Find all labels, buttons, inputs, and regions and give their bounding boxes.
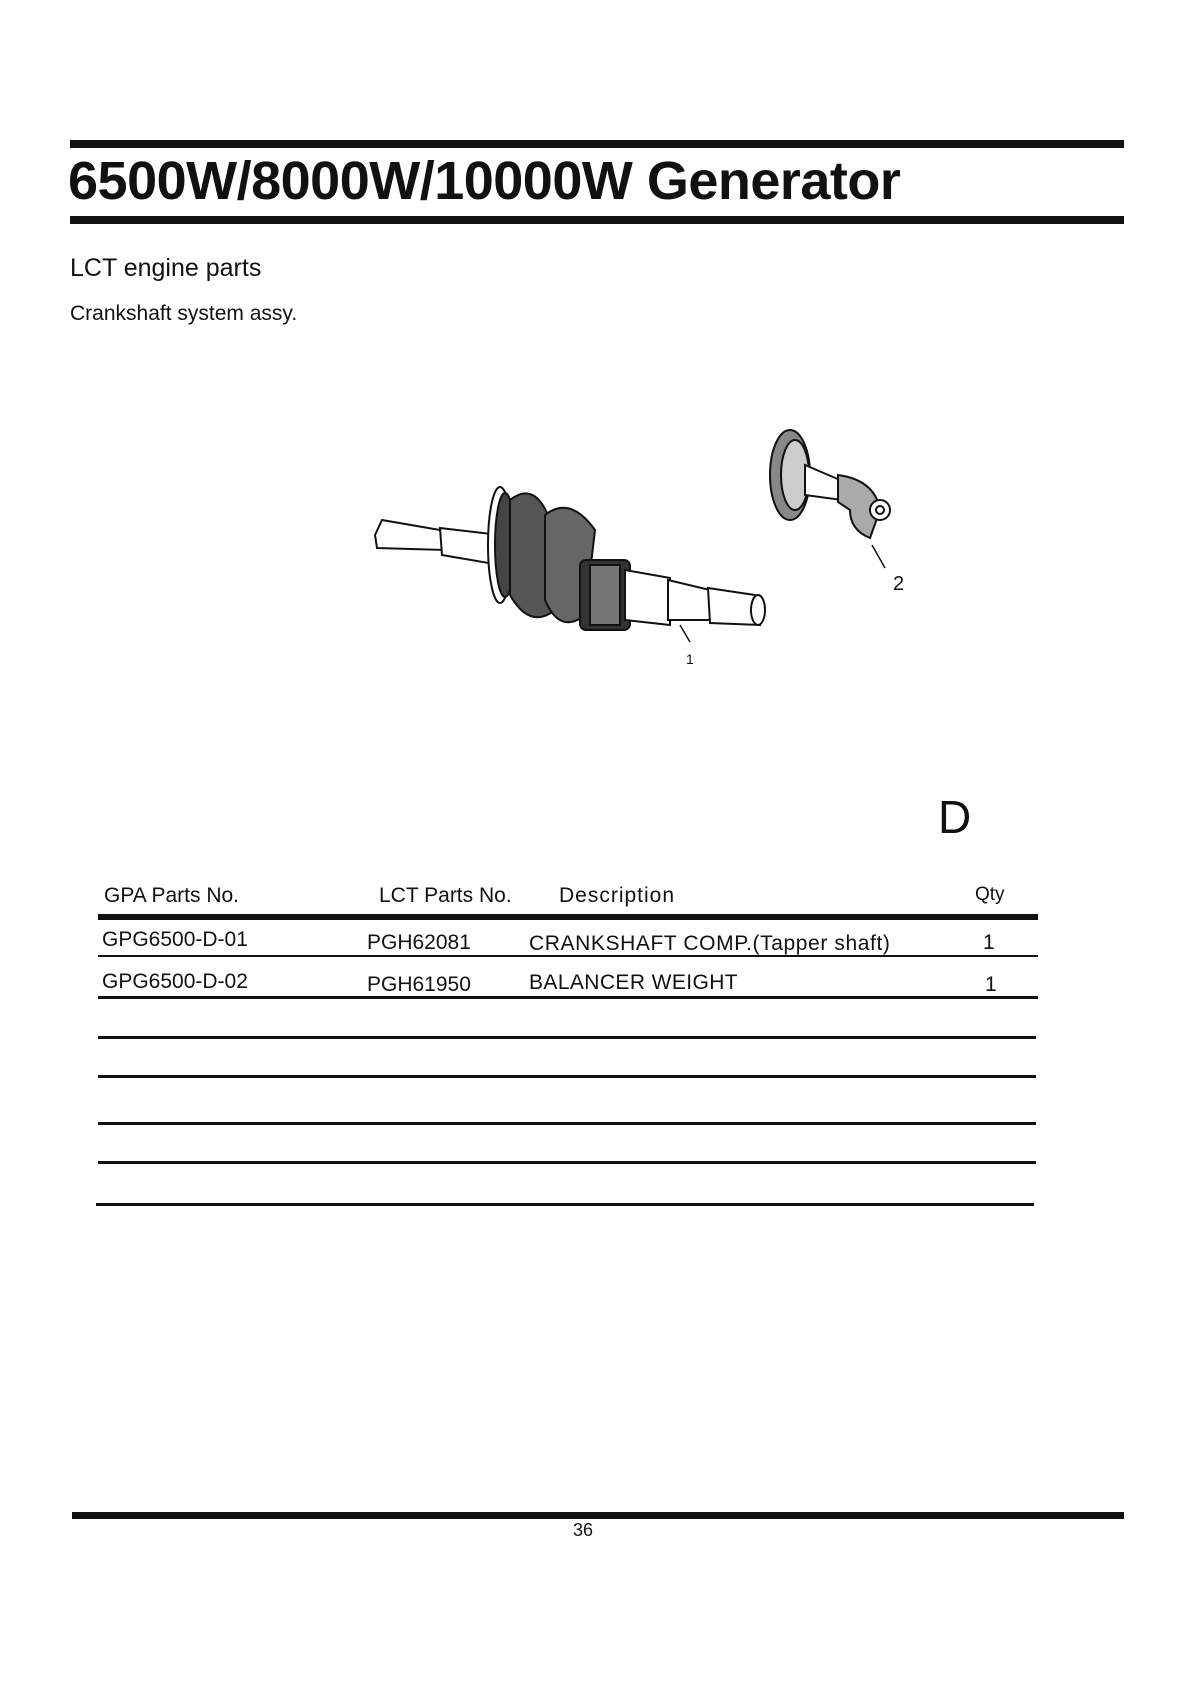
column-header-description: Description <box>559 884 676 907</box>
page-title: 6500W/8000W/10000W Generator <box>68 151 901 211</box>
table-row-rule <box>98 1122 1036 1125</box>
table-row-rule <box>98 1075 1036 1078</box>
page-number: 36 <box>573 1520 594 1540</box>
row-gpa-part-no: GPG6500-D-02 <box>102 970 248 993</box>
callout-2: 2 <box>893 573 905 595</box>
column-header-qty: Qty <box>975 884 1005 905</box>
table-header-rule <box>98 914 1038 920</box>
header-top-rule <box>70 140 1124 148</box>
table-row-rule <box>98 955 1038 957</box>
footer-rule <box>72 1512 1124 1519</box>
table-row-rule <box>98 1036 1036 1039</box>
row-qty: 1 <box>983 931 995 954</box>
callout-1: 1 <box>686 651 694 667</box>
section-subheading: Crankshaft system assy. <box>70 302 298 325</box>
row-gpa-part-no: GPG6500-D-01 <box>102 928 248 951</box>
balancer-weight-drawing <box>770 430 890 538</box>
row-qty: 1 <box>985 973 997 996</box>
crankshaft-diagram <box>350 420 930 680</box>
callout-leader-2 <box>872 545 885 568</box>
column-header-lct: LCT Parts No. <box>379 884 512 907</box>
crankshaft-drawing <box>375 487 765 630</box>
callout-leader-1 <box>680 625 690 642</box>
row-description: BALANCER WEIGHT <box>529 971 739 994</box>
header-bottom-rule <box>70 216 1124 224</box>
section-letter: D <box>938 791 972 843</box>
table-row-rule <box>98 996 1038 999</box>
section-heading: LCT engine parts <box>70 254 262 282</box>
column-header-gpa: GPA Parts No. <box>104 884 239 907</box>
row-lct-part-no: PGH61950 <box>367 973 471 996</box>
row-description: CRANKSHAFT COMP.(Tapper shaft) <box>529 932 891 955</box>
row-lct-part-no: PGH62081 <box>367 931 471 954</box>
table-row-rule <box>98 1161 1036 1164</box>
table-row-rule <box>96 1203 1034 1206</box>
